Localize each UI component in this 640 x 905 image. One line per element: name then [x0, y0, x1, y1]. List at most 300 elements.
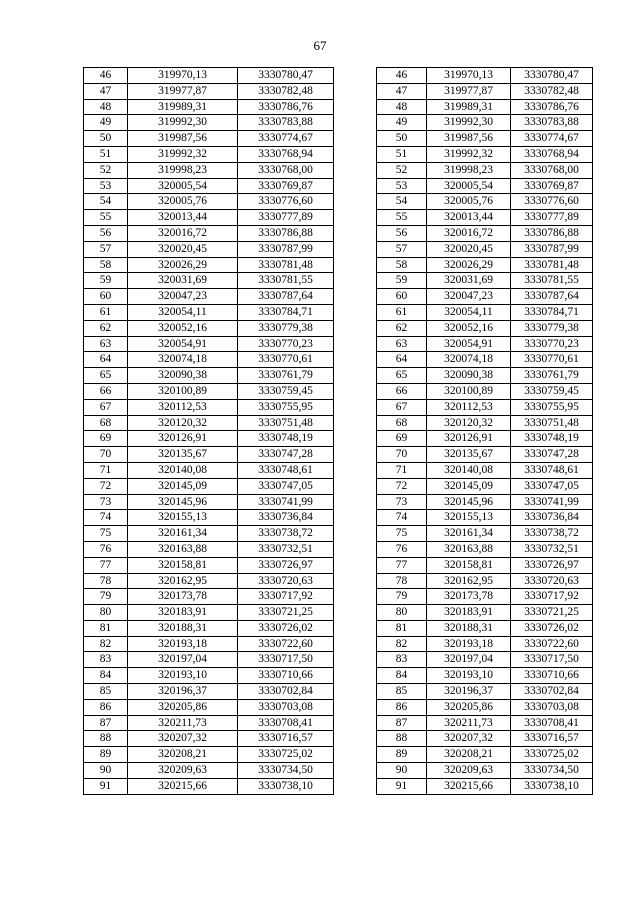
x-coordinate-cell: 319987,56 [427, 131, 511, 147]
y-coordinate-cell: 3330755,95 [238, 399, 334, 415]
y-coordinate-cell: 3330781,55 [511, 273, 593, 289]
point-number-cell: 86 [84, 699, 128, 715]
x-coordinate-cell: 320005,54 [427, 178, 511, 194]
table-row [377, 763, 593, 779]
x-coordinate-cell: 319992,30 [427, 115, 511, 131]
y-coordinate-cell: 3330717,50 [511, 652, 593, 668]
point-number-cell: 62 [377, 320, 427, 336]
x-coordinate-cell: 319992,32 [128, 146, 238, 162]
point-number-cell: 50 [84, 131, 128, 147]
table-row [84, 494, 334, 510]
point-number-cell: 61 [84, 304, 128, 320]
table-row [377, 304, 593, 320]
point-number-cell: 86 [377, 699, 427, 715]
table-row [377, 557, 593, 573]
table-row [377, 194, 593, 210]
y-coordinate-cell: 3330732,51 [238, 541, 334, 557]
point-number-cell: 68 [84, 415, 128, 431]
x-coordinate-cell: 320173,78 [128, 589, 238, 605]
x-coordinate-cell: 320135,67 [427, 447, 511, 463]
point-number-cell: 77 [377, 557, 427, 573]
y-coordinate-cell: 3330783,88 [511, 115, 593, 131]
point-number-cell: 57 [377, 241, 427, 257]
table-row [84, 652, 334, 668]
y-coordinate-cell: 3330716,57 [511, 731, 593, 747]
y-coordinate-cell: 3330759,45 [238, 383, 334, 399]
x-coordinate-cell: 320183,91 [427, 605, 511, 621]
y-coordinate-cell: 3330769,87 [511, 178, 593, 194]
point-number-cell: 46 [84, 68, 128, 84]
table-row [377, 541, 593, 557]
table-row [377, 131, 593, 147]
y-coordinate-cell: 3330717,92 [511, 589, 593, 605]
y-coordinate-cell: 3330786,88 [238, 225, 334, 241]
point-number-cell: 78 [377, 573, 427, 589]
point-number-cell: 69 [377, 431, 427, 447]
table-row [84, 194, 334, 210]
table-row [377, 431, 593, 447]
x-coordinate-cell: 319970,13 [128, 68, 238, 84]
point-number-cell: 49 [377, 115, 427, 131]
point-number-cell: 58 [84, 257, 128, 273]
y-coordinate-cell: 3330738,10 [511, 778, 593, 794]
table-row [377, 225, 593, 241]
x-coordinate-cell: 320052,16 [128, 320, 238, 336]
point-number-cell: 89 [377, 747, 427, 763]
x-coordinate-cell: 320005,76 [128, 194, 238, 210]
point-number-cell: 54 [377, 194, 427, 210]
point-number-cell: 84 [377, 668, 427, 684]
point-number-cell: 81 [377, 620, 427, 636]
table-row [84, 178, 334, 194]
point-number-cell: 73 [377, 494, 427, 510]
table-row [377, 605, 593, 621]
y-coordinate-cell: 3330768,94 [511, 146, 593, 162]
point-number-cell: 54 [84, 194, 128, 210]
y-coordinate-cell: 3330720,63 [238, 573, 334, 589]
y-coordinate-cell: 3330726,02 [511, 620, 593, 636]
point-number-cell: 71 [84, 462, 128, 478]
table-row [377, 115, 593, 131]
point-number-cell: 49 [84, 115, 128, 131]
point-number-cell: 65 [84, 368, 128, 384]
point-number-cell: 70 [84, 447, 128, 463]
y-coordinate-cell: 3330736,84 [238, 510, 334, 526]
x-coordinate-cell: 320090,38 [128, 368, 238, 384]
y-coordinate-cell: 3330770,61 [511, 352, 593, 368]
point-number-cell: 67 [84, 399, 128, 415]
x-coordinate-cell: 319970,13 [427, 68, 511, 84]
point-number-cell: 52 [377, 162, 427, 178]
table-row [84, 368, 334, 384]
y-coordinate-cell: 3330748,61 [238, 462, 334, 478]
x-coordinate-cell: 320074,18 [427, 352, 511, 368]
point-number-cell: 75 [84, 526, 128, 542]
point-number-cell: 80 [84, 605, 128, 621]
point-number-cell: 90 [377, 763, 427, 779]
point-number-cell: 59 [377, 273, 427, 289]
point-number-cell: 74 [377, 510, 427, 526]
x-coordinate-cell: 320158,81 [128, 557, 238, 573]
y-coordinate-cell: 3330787,99 [511, 241, 593, 257]
table-row [84, 289, 334, 305]
x-coordinate-cell: 320207,32 [427, 731, 511, 747]
x-coordinate-cell: 319992,32 [427, 146, 511, 162]
y-coordinate-cell: 3330716,57 [238, 731, 334, 747]
table-row [377, 162, 593, 178]
x-coordinate-cell: 320013,44 [128, 210, 238, 226]
point-number-cell: 63 [377, 336, 427, 352]
table-row [84, 68, 334, 84]
x-coordinate-cell: 320197,04 [128, 652, 238, 668]
table-row [84, 447, 334, 463]
y-coordinate-cell: 3330748,61 [511, 462, 593, 478]
x-coordinate-cell: 320100,89 [427, 383, 511, 399]
point-number-cell: 51 [84, 146, 128, 162]
table-row [377, 526, 593, 542]
point-number-cell: 56 [377, 225, 427, 241]
y-coordinate-cell: 3330747,28 [511, 447, 593, 463]
y-coordinate-cell: 3330786,76 [238, 99, 334, 115]
y-coordinate-cell: 3330726,02 [238, 620, 334, 636]
y-coordinate-cell: 3330779,38 [511, 320, 593, 336]
y-coordinate-cell: 3330777,89 [238, 210, 334, 226]
table-row [84, 715, 334, 731]
x-coordinate-cell: 320158,81 [427, 557, 511, 573]
y-coordinate-cell: 3330722,60 [511, 636, 593, 652]
table-row [377, 636, 593, 652]
point-number-cell: 81 [84, 620, 128, 636]
table-row [377, 462, 593, 478]
y-coordinate-cell: 3330770,23 [238, 336, 334, 352]
table-row [377, 620, 593, 636]
x-coordinate-cell: 320205,86 [427, 699, 511, 715]
point-number-cell: 63 [84, 336, 128, 352]
table-row [377, 415, 593, 431]
y-coordinate-cell: 3330748,19 [238, 431, 334, 447]
table-row [84, 557, 334, 573]
table-row [377, 573, 593, 589]
y-coordinate-cell: 3330776,60 [238, 194, 334, 210]
point-number-cell: 79 [84, 589, 128, 605]
table-row [377, 383, 593, 399]
table-row [377, 715, 593, 731]
x-coordinate-cell: 319989,31 [128, 99, 238, 115]
point-number-cell: 66 [84, 383, 128, 399]
point-number-cell: 46 [377, 68, 427, 84]
point-number-cell: 74 [84, 510, 128, 526]
x-coordinate-cell: 320193,18 [427, 636, 511, 652]
table-row [84, 415, 334, 431]
y-coordinate-cell: 3330717,50 [238, 652, 334, 668]
table-row [377, 368, 593, 384]
x-coordinate-cell: 320140,08 [128, 462, 238, 478]
y-coordinate-cell: 3330717,92 [238, 589, 334, 605]
point-number-cell: 55 [84, 210, 128, 226]
x-coordinate-cell: 320209,63 [427, 763, 511, 779]
x-coordinate-cell: 320126,91 [128, 431, 238, 447]
x-coordinate-cell: 320183,91 [128, 605, 238, 621]
table-row [84, 605, 334, 621]
table-row [84, 352, 334, 368]
x-coordinate-cell: 320196,37 [427, 684, 511, 700]
y-coordinate-cell: 3330720,63 [511, 573, 593, 589]
point-number-cell: 85 [84, 684, 128, 700]
x-coordinate-cell: 320090,38 [427, 368, 511, 384]
y-coordinate-cell: 3330726,97 [511, 557, 593, 573]
point-number-cell: 87 [377, 715, 427, 731]
table-row [377, 668, 593, 684]
y-coordinate-cell: 3330736,84 [511, 510, 593, 526]
table-row [84, 99, 334, 115]
point-number-cell: 58 [377, 257, 427, 273]
point-number-cell: 88 [84, 731, 128, 747]
y-coordinate-cell: 3330768,94 [238, 146, 334, 162]
y-coordinate-cell: 3330781,48 [511, 257, 593, 273]
x-coordinate-cell: 320020,45 [128, 241, 238, 257]
point-number-cell: 61 [377, 304, 427, 320]
x-coordinate-cell: 320161,34 [427, 526, 511, 542]
x-coordinate-cell: 320163,88 [427, 541, 511, 557]
table-row [84, 83, 334, 99]
point-number-cell: 67 [377, 399, 427, 415]
table-row [84, 478, 334, 494]
y-coordinate-cell: 3330779,38 [238, 320, 334, 336]
y-coordinate-cell: 3330708,41 [238, 715, 334, 731]
y-coordinate-cell: 3330703,08 [238, 699, 334, 715]
x-coordinate-cell: 320145,96 [128, 494, 238, 510]
point-number-cell: 50 [377, 131, 427, 147]
y-coordinate-cell: 3330770,61 [238, 352, 334, 368]
y-coordinate-cell: 3330781,48 [238, 257, 334, 273]
y-coordinate-cell: 3330776,60 [511, 194, 593, 210]
y-coordinate-cell: 3330747,28 [238, 447, 334, 463]
table-row [84, 225, 334, 241]
x-coordinate-cell: 320193,18 [128, 636, 238, 652]
x-coordinate-cell: 320005,76 [427, 194, 511, 210]
point-number-cell: 69 [84, 431, 128, 447]
x-coordinate-cell: 319977,87 [128, 83, 238, 99]
x-coordinate-cell: 320209,63 [128, 763, 238, 779]
x-coordinate-cell: 320047,23 [427, 289, 511, 305]
x-coordinate-cell: 320163,88 [128, 541, 238, 557]
point-number-cell: 59 [84, 273, 128, 289]
point-number-cell: 89 [84, 747, 128, 763]
coordinates-table-right [376, 67, 593, 795]
x-coordinate-cell: 320197,04 [427, 652, 511, 668]
y-coordinate-cell: 3330787,99 [238, 241, 334, 257]
table-row [84, 304, 334, 320]
point-number-cell: 47 [84, 83, 128, 99]
y-coordinate-cell: 3330748,19 [511, 431, 593, 447]
point-number-cell: 83 [84, 652, 128, 668]
x-coordinate-cell: 320031,69 [427, 273, 511, 289]
table-row [84, 241, 334, 257]
x-coordinate-cell: 320208,21 [427, 747, 511, 763]
table-row [84, 541, 334, 557]
y-coordinate-cell: 3330782,48 [238, 83, 334, 99]
y-coordinate-cell: 3330787,64 [511, 289, 593, 305]
y-coordinate-cell: 3330751,48 [511, 415, 593, 431]
point-number-cell: 84 [84, 668, 128, 684]
point-number-cell: 72 [84, 478, 128, 494]
x-coordinate-cell: 319992,30 [128, 115, 238, 131]
table-row [377, 146, 593, 162]
y-coordinate-cell: 3330708,41 [511, 715, 593, 731]
point-number-cell: 79 [377, 589, 427, 605]
point-number-cell: 73 [84, 494, 128, 510]
x-coordinate-cell: 320188,31 [427, 620, 511, 636]
table-row [84, 526, 334, 542]
x-coordinate-cell: 320211,73 [128, 715, 238, 731]
x-coordinate-cell: 320013,44 [427, 210, 511, 226]
y-coordinate-cell: 3330734,50 [511, 763, 593, 779]
point-number-cell: 53 [377, 178, 427, 194]
y-coordinate-cell: 3330782,48 [511, 83, 593, 99]
x-coordinate-cell: 320135,67 [128, 447, 238, 463]
y-coordinate-cell: 3330780,47 [511, 68, 593, 84]
y-coordinate-cell: 3330738,10 [238, 778, 334, 794]
x-coordinate-cell: 319977,87 [427, 83, 511, 99]
table-row [377, 289, 593, 305]
table-row [84, 684, 334, 700]
table-row [377, 273, 593, 289]
point-number-cell: 48 [84, 99, 128, 115]
y-coordinate-cell: 3330768,00 [238, 162, 334, 178]
x-coordinate-cell: 320162,95 [128, 573, 238, 589]
point-number-cell: 60 [84, 289, 128, 305]
point-number-cell: 56 [84, 225, 128, 241]
y-coordinate-cell: 3330786,88 [511, 225, 593, 241]
x-coordinate-cell: 320120,32 [128, 415, 238, 431]
point-number-cell: 91 [84, 778, 128, 794]
point-number-cell: 91 [377, 778, 427, 794]
x-coordinate-cell: 320196,37 [128, 684, 238, 700]
x-coordinate-cell: 320193,10 [128, 668, 238, 684]
x-coordinate-cell: 320207,32 [128, 731, 238, 747]
table-row [377, 320, 593, 336]
table-row [377, 494, 593, 510]
point-number-cell: 70 [377, 447, 427, 463]
x-coordinate-cell: 320026,29 [128, 257, 238, 273]
point-number-cell: 51 [377, 146, 427, 162]
point-number-cell: 64 [377, 352, 427, 368]
point-number-cell: 65 [377, 368, 427, 384]
point-number-cell: 85 [377, 684, 427, 700]
point-number-cell: 47 [377, 83, 427, 99]
x-coordinate-cell: 320054,11 [128, 304, 238, 320]
point-number-cell: 62 [84, 320, 128, 336]
y-coordinate-cell: 3330777,89 [511, 210, 593, 226]
table-row [84, 747, 334, 763]
x-coordinate-cell: 320026,29 [427, 257, 511, 273]
y-coordinate-cell: 3330781,55 [238, 273, 334, 289]
y-coordinate-cell: 3330722,60 [238, 636, 334, 652]
y-coordinate-cell: 3330725,02 [238, 747, 334, 763]
table-row [377, 336, 593, 352]
table-row [377, 99, 593, 115]
x-coordinate-cell: 319989,31 [427, 99, 511, 115]
table-row [84, 731, 334, 747]
x-coordinate-cell: 320145,09 [427, 478, 511, 494]
table-row [84, 778, 334, 794]
x-coordinate-cell: 320155,13 [427, 510, 511, 526]
table-row [377, 589, 593, 605]
x-coordinate-cell: 320016,72 [128, 225, 238, 241]
point-number-cell: 68 [377, 415, 427, 431]
y-coordinate-cell: 3330774,67 [238, 131, 334, 147]
table-row [377, 352, 593, 368]
x-coordinate-cell: 320215,66 [128, 778, 238, 794]
table-row [84, 510, 334, 526]
y-coordinate-cell: 3330761,79 [511, 368, 593, 384]
y-coordinate-cell: 3330721,25 [238, 605, 334, 621]
point-number-cell: 71 [377, 462, 427, 478]
x-coordinate-cell: 320208,21 [128, 747, 238, 763]
point-number-cell: 60 [377, 289, 427, 305]
y-coordinate-cell: 3330710,66 [511, 668, 593, 684]
point-number-cell: 88 [377, 731, 427, 747]
table-row [377, 510, 593, 526]
table-row [377, 447, 593, 463]
table-row [377, 731, 593, 747]
x-coordinate-cell: 320193,10 [427, 668, 511, 684]
y-coordinate-cell: 3330726,97 [238, 557, 334, 573]
x-coordinate-cell: 320155,13 [128, 510, 238, 526]
y-coordinate-cell: 3330725,02 [511, 747, 593, 763]
point-number-cell: 72 [377, 478, 427, 494]
x-coordinate-cell: 320100,89 [128, 383, 238, 399]
x-coordinate-cell: 320120,32 [427, 415, 511, 431]
x-coordinate-cell: 320188,31 [128, 620, 238, 636]
point-number-cell: 77 [84, 557, 128, 573]
y-coordinate-cell: 3330786,76 [511, 99, 593, 115]
table-row [84, 399, 334, 415]
point-number-cell: 48 [377, 99, 427, 115]
x-coordinate-cell: 320112,53 [427, 399, 511, 415]
table-row [377, 778, 593, 794]
x-coordinate-cell: 320140,08 [427, 462, 511, 478]
x-coordinate-cell: 320031,69 [128, 273, 238, 289]
point-number-cell: 80 [377, 605, 427, 621]
point-number-cell: 83 [377, 652, 427, 668]
y-coordinate-cell: 3330741,99 [511, 494, 593, 510]
x-coordinate-cell: 320162,95 [427, 573, 511, 589]
y-coordinate-cell: 3330738,72 [238, 526, 334, 542]
table-row [377, 684, 593, 700]
y-coordinate-cell: 3330759,45 [511, 383, 593, 399]
table-row [84, 162, 334, 178]
table-row [84, 383, 334, 399]
x-coordinate-cell: 320054,91 [427, 336, 511, 352]
x-coordinate-cell: 319987,56 [128, 131, 238, 147]
y-coordinate-cell: 3330769,87 [238, 178, 334, 194]
y-coordinate-cell: 3330721,25 [511, 605, 593, 621]
y-coordinate-cell: 3330784,71 [238, 304, 334, 320]
table-row [377, 68, 593, 84]
y-coordinate-cell: 3330710,66 [238, 668, 334, 684]
table-row [84, 257, 334, 273]
y-coordinate-cell: 3330738,72 [511, 526, 593, 542]
table-row [84, 115, 334, 131]
table-row [84, 636, 334, 652]
page-number: 67 [313, 38, 327, 53]
y-coordinate-cell: 3330783,88 [238, 115, 334, 131]
table-row [377, 699, 593, 715]
y-coordinate-cell: 3330702,84 [238, 684, 334, 700]
table-row [377, 652, 593, 668]
point-number-cell: 66 [377, 383, 427, 399]
